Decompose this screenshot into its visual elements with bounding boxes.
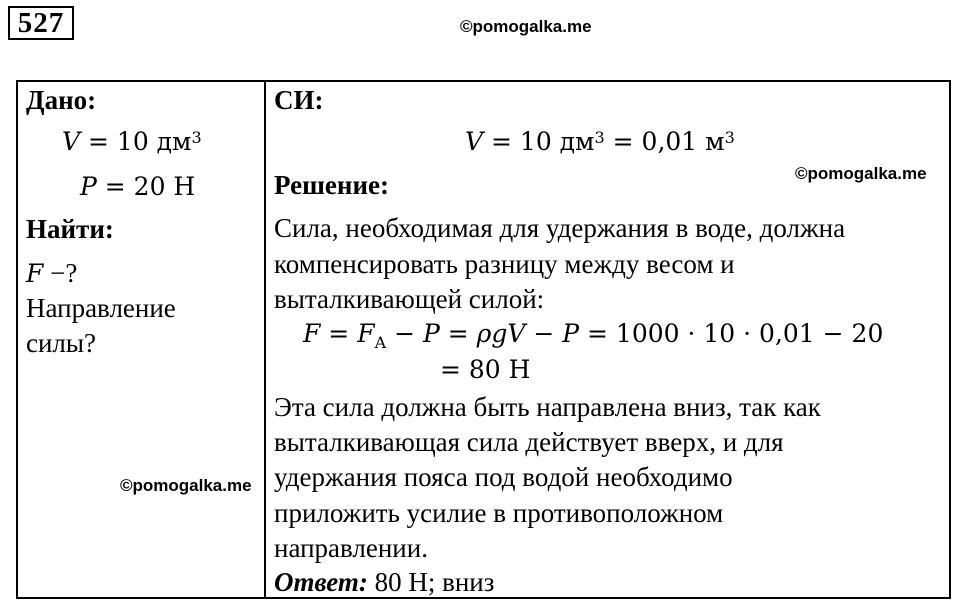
formula-numeric: = 1000 · 10 · 0,01 − 20 [587,319,884,348]
given-volume: V = 10 $дм^3$ [62,127,202,156]
given-volume-value: = 10 дм [88,127,192,156]
solution-formula-result: = 80 Н [440,355,531,384]
si-heading: СИ: [274,85,324,115]
given-volume-exponent: 3 [191,128,202,147]
si-conversion: V = 10 $дм^3 = 0,01$ $м^3$ [465,127,735,156]
find-direction-line2: силы? [26,328,97,358]
watermark-top: ©pomogalka.me [460,17,592,36]
answer-line [274,566,494,598]
given-weight-value: = 20 Н [104,172,196,201]
find-direction-line1: Направление [26,293,176,323]
find-heading: Найти: [26,214,114,244]
solution-formula: $F = F_A - P = \rho gV - P = 1000 \cdot 10 \cdot 0,01 - 20$ [303,319,884,352]
si-exponent-2: 3 [724,128,735,147]
si-value-1: = 10 дм [491,127,595,156]
solution-text-line-2: компенсировать разницу между весом и [274,249,735,279]
solution-text-line-1: Сила, необходимая для удержания в воде, должна [274,213,846,243]
si-value-2: = 0,01 м [604,127,725,156]
explanation-line-4: приложить усилие в противоположном [274,498,724,528]
answer-value: 80 Н; вниз [367,567,495,597]
formula-archimedes-subscript: A [374,333,387,352]
answer-label: Ответ: [274,567,368,597]
column-divider [264,80,266,599]
explanation-line-2: выталкивающая сила действует вверх, и для [274,427,784,457]
problem-number: 527 [8,6,74,40]
find-force-label: −? [50,258,78,288]
explanation-line-1: Эта сила должна быть направлена вниз, так как [274,392,821,422]
explanation-line-5: направлении. [274,533,428,563]
find-force: F −? [26,258,78,288]
explanation-line-3: удержания пояса под водой необходимо [274,462,733,492]
given-heading: Дано: [26,85,97,115]
solution-heading: Решение: [274,170,389,200]
given-weight: P = 20 Н [80,172,196,201]
watermark-left: ©pomogalka.me [120,476,252,495]
si-exponent-1: 3 [594,128,605,147]
solution-text-line-3: выталкивающей силой: [274,284,545,314]
watermark-right: ©pomogalka.me [795,164,927,183]
